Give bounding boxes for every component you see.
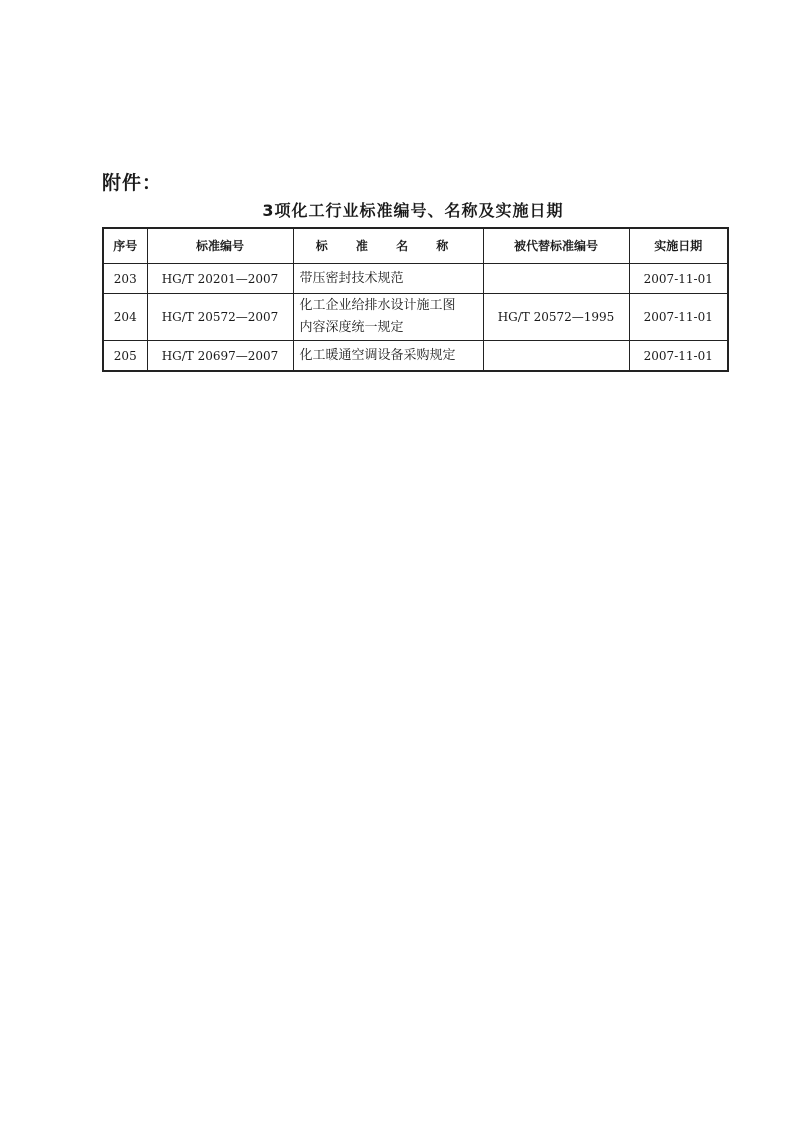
cell-replaced <box>483 341 629 372</box>
header-replaced: 被代替标准编号 <box>483 228 629 264</box>
document-title: 3项化工行业标准编号、名称及实施日期 <box>262 201 564 220</box>
cell-seq: 204 <box>103 294 147 341</box>
cell-replaced <box>483 264 629 294</box>
header-seq: 序号 <box>103 228 147 264</box>
cell-date: 2007-11-01 <box>629 264 728 294</box>
cell-name: 化工暖通空调设备采购规定 <box>293 341 483 372</box>
cell-date: 2007-11-01 <box>629 341 728 372</box>
cell-name <box>293 294 483 341</box>
cell-code: HG/T 20201—2007 <box>147 264 293 294</box>
cell-seq: 205 <box>103 341 147 372</box>
cell-replaced: HG/T 20572—1995 <box>483 294 629 341</box>
header-code: 标准编号 <box>147 228 293 264</box>
header-name-label: 标 准 名 称 <box>315 239 461 253</box>
table-row <box>103 341 728 372</box>
cell-seq: 203 <box>103 264 147 294</box>
table-row <box>103 264 728 294</box>
cell-name-line2: 内容深度统一规定 <box>299 320 404 335</box>
header-date: 实施日期 <box>629 228 728 264</box>
cell-code: HG/T 20572—2007 <box>147 294 293 341</box>
header-name <box>293 228 483 264</box>
cell-name-line1: 化工企业给排水设计施工图 <box>299 298 456 313</box>
table-row <box>103 294 728 341</box>
standards-table <box>102 227 729 372</box>
cell-name: 带压密封技术规范 <box>293 264 483 294</box>
cell-date: 2007-11-01 <box>629 294 728 341</box>
table-header-row <box>103 228 728 264</box>
attachment-label: 附件： <box>102 172 163 194</box>
cell-code: HG/T 20697—2007 <box>147 341 293 372</box>
